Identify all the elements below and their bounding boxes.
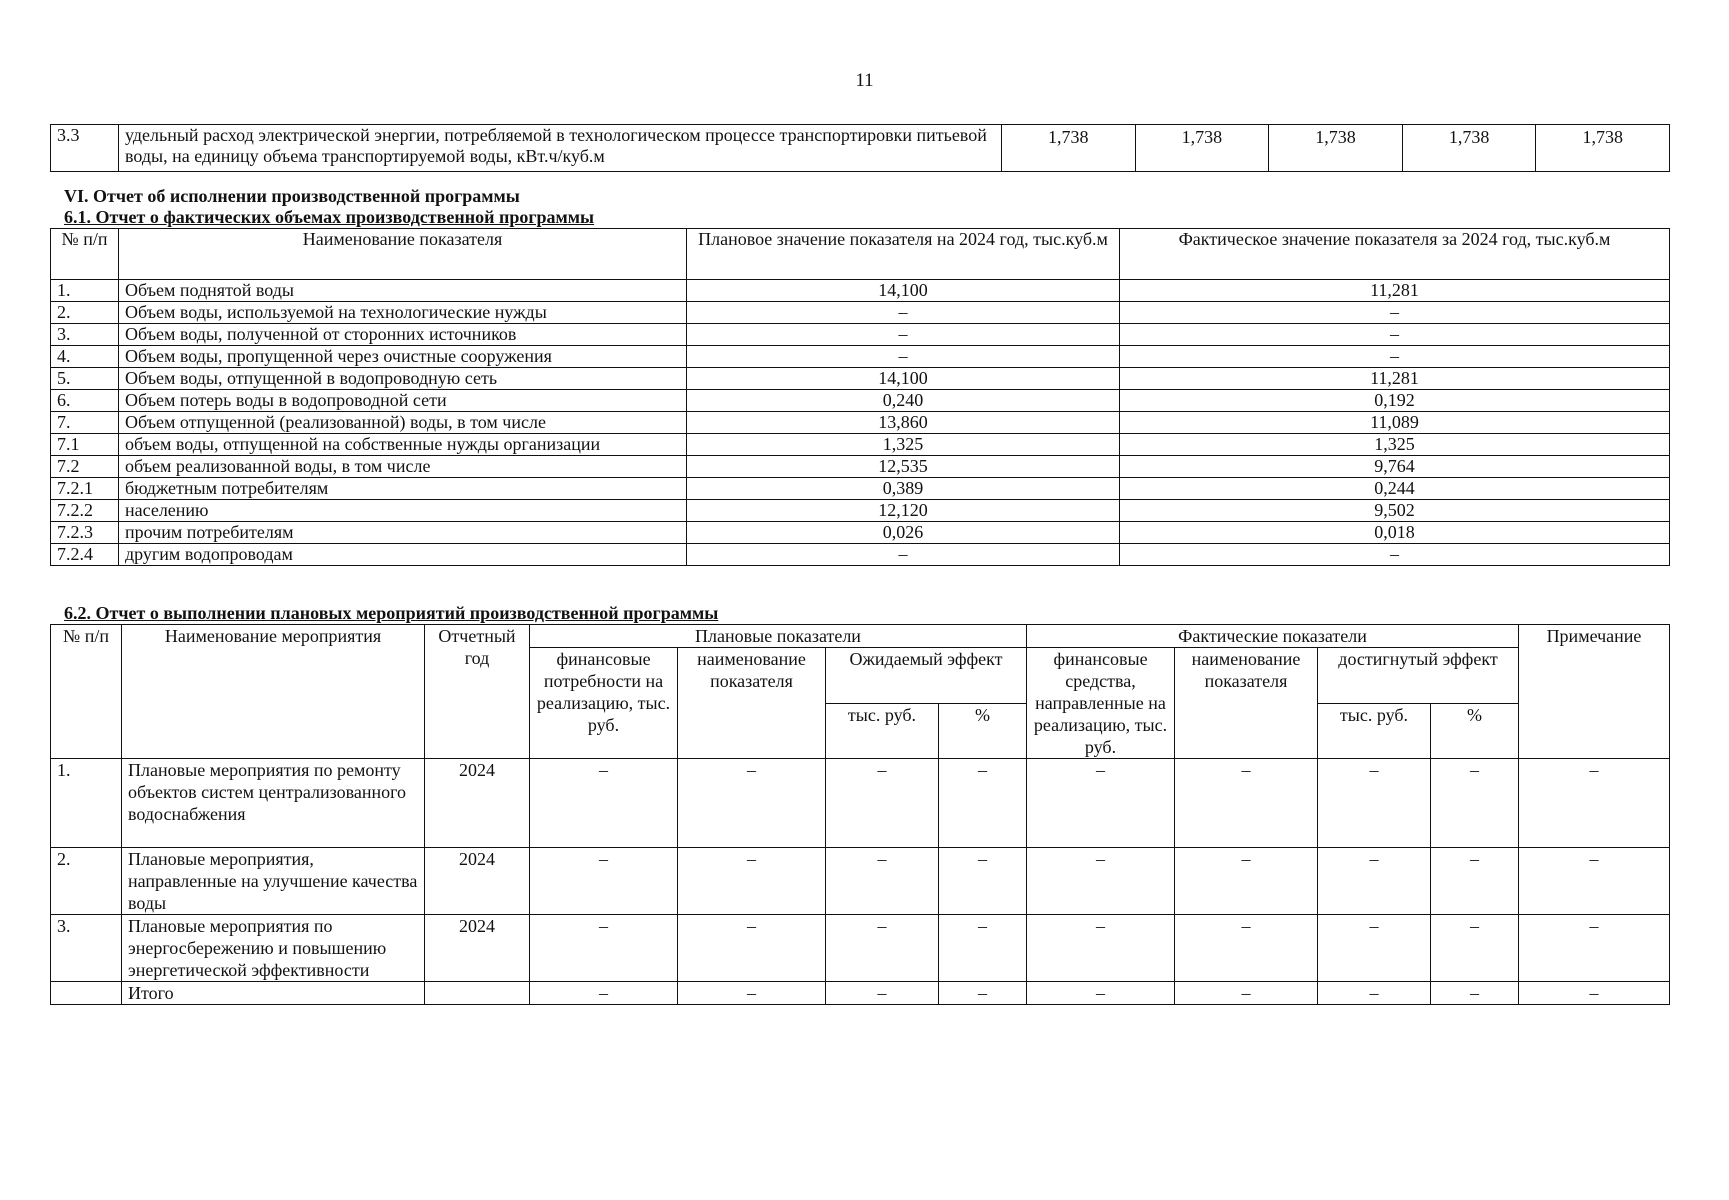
value-cell: – [1175, 759, 1318, 848]
measure-name: Плановые мероприятия, направленные на улучшение качества воды [122, 848, 425, 915]
header-num: № п/п [51, 625, 122, 759]
header-plan-fin: финансовые потребности на реализацию, тыс. руб. [530, 648, 678, 759]
energy-consumption-row-table [50, 124, 1670, 172]
value-cell: – [530, 915, 678, 982]
header-name: Наименование показателя [119, 229, 687, 280]
header-fact-rub: тыс. руб. [1318, 703, 1431, 759]
indicator-name: Объем отпущенной (реализованной) воды, в том числе [119, 412, 687, 434]
table-row [51, 915, 1670, 982]
header-note: Примечание [1519, 625, 1670, 759]
value-cell: – [530, 848, 678, 915]
plan-value: – [687, 302, 1120, 324]
row-number: 3.3 [51, 125, 119, 172]
indicator-name: Объем воды, используемой на технологические нужды [119, 302, 687, 324]
header-fact-group: Фактические показатели [1027, 625, 1519, 648]
table-row [51, 324, 1670, 346]
fact-value: 0,192 [1120, 390, 1670, 412]
plan-value: – [687, 544, 1120, 566]
plan-value: 14,100 [687, 368, 1120, 390]
table-row [51, 759, 1670, 848]
value-cell: – [1431, 915, 1519, 982]
row-number: 7.2.2 [51, 500, 119, 522]
row-number: 2. [51, 302, 119, 324]
header-fact-pct: % [1431, 703, 1519, 759]
plan-value: 14,100 [687, 280, 1120, 302]
value-cell: – [1431, 759, 1519, 848]
fact-value: 11,089 [1120, 412, 1670, 434]
value-cell: – [530, 982, 678, 1005]
header-plan-group: Плановые показатели [530, 625, 1027, 648]
value-cell: – [939, 759, 1027, 848]
value-cell: – [1027, 915, 1175, 982]
row-number: 7.2 [51, 456, 119, 478]
value-cell: – [826, 848, 939, 915]
indicator-name: объем воды, отпущенной на собственные нужды организации [119, 434, 687, 456]
row-number: 4. [51, 346, 119, 368]
value-cell: – [530, 759, 678, 848]
value-cell: – [1519, 759, 1670, 848]
table-row [51, 412, 1670, 434]
indicator-name: объем реализованной воды, в том числе [119, 456, 687, 478]
table-body [51, 280, 1670, 566]
fact-value: – [1120, 324, 1670, 346]
value-cell: – [1175, 848, 1318, 915]
plan-value: 0,026 [687, 522, 1120, 544]
row-number: 1. [51, 280, 119, 302]
value-cell: – [1431, 982, 1519, 1005]
row-number [51, 982, 122, 1005]
report-year: 2024 [425, 915, 530, 982]
row-number: 6. [51, 390, 119, 412]
plan-value: 12,120 [687, 500, 1120, 522]
value-cell: – [826, 982, 939, 1005]
section-6-1-title: 6.1. Отчет о фактических объемах производственной программы [64, 207, 595, 227]
value-cell: – [678, 759, 826, 848]
indicator-name: Объем воды, пропущенной через очистные сооружения [119, 346, 687, 368]
production-volumes-table [50, 228, 1670, 566]
value-cell: – [1318, 982, 1431, 1005]
planned-measures-table [50, 624, 1670, 1005]
section-vi-title: VI. Отчет об исполнении производственной программы [64, 186, 520, 206]
fact-value: 0,244 [1120, 478, 1670, 500]
table-row [51, 848, 1670, 915]
fact-value: – [1120, 346, 1670, 368]
plan-value: 12,535 [687, 456, 1120, 478]
table-row [51, 125, 1670, 172]
table-row [51, 346, 1670, 368]
measure-name: Итого [122, 982, 425, 1005]
section-6-2-title: 6.2. Отчет о выполнении плановых мероприятий производственной программы [64, 603, 719, 623]
measure-name: Плановые мероприятия по ремонту объектов систем централизованного водоснабжения [122, 759, 425, 848]
value-cell: – [678, 915, 826, 982]
value-cell: – [1519, 982, 1670, 1005]
fact-value: 9,502 [1120, 500, 1670, 522]
table-header-row [51, 229, 1670, 280]
plan-value: – [687, 324, 1120, 346]
row-number: 1. [51, 759, 122, 848]
table-row [51, 368, 1670, 390]
table-row [51, 434, 1670, 456]
row-number: 7.2.3 [51, 522, 119, 544]
indicator-name: прочим потребителям [119, 522, 687, 544]
value-cell: – [1519, 915, 1670, 982]
plan-value: 13,860 [687, 412, 1120, 434]
plan-value: 0,389 [687, 478, 1120, 500]
header-plan-pct: % [939, 703, 1027, 759]
value-cell: 1,738 [1269, 125, 1403, 172]
header-plan-rub: тыс. руб. [826, 703, 939, 759]
table-row [51, 456, 1670, 478]
table-row [51, 478, 1670, 500]
value-cell: – [939, 848, 1027, 915]
table-row [51, 280, 1670, 302]
row-number: 3. [51, 324, 119, 346]
row-number: 7.1 [51, 434, 119, 456]
table-row [51, 522, 1670, 544]
value-cell: – [939, 982, 1027, 1005]
table-row [51, 500, 1670, 522]
value-cell: 1,738 [1135, 125, 1269, 172]
row-number: 7.2.4 [51, 544, 119, 566]
fact-value: 1,325 [1120, 434, 1670, 456]
table-body [51, 759, 1670, 1005]
header-fact-indicator: наименование показателя [1175, 648, 1318, 759]
row-number: 7.2.1 [51, 478, 119, 500]
fact-value: 11,281 [1120, 368, 1670, 390]
header-fact-effect: достигнутый эффект [1318, 648, 1519, 704]
fact-value: – [1120, 302, 1670, 324]
value-cell: – [1318, 848, 1431, 915]
value-cell: – [826, 759, 939, 848]
report-year: 2024 [425, 848, 530, 915]
report-year [425, 982, 530, 1005]
page-number: 11 [855, 70, 874, 91]
value-cell: – [939, 915, 1027, 982]
indicator-name: Объем воды, полученной от сторонних источников [119, 324, 687, 346]
row-number: 5. [51, 368, 119, 390]
value-cell: – [678, 982, 826, 1005]
header-year: Отчетный год [425, 625, 530, 759]
indicator-name: Объем потерь воды в водопроводной сети [119, 390, 687, 412]
plan-value: – [687, 346, 1120, 368]
fact-value: – [1120, 544, 1670, 566]
indicator-name: другим водопроводам [119, 544, 687, 566]
header-fact: Фактическое значение показателя за 2024 год, тыс.куб.м [1120, 229, 1670, 280]
indicator-name: Объем поднятой воды [119, 280, 687, 302]
table-row [51, 390, 1670, 412]
fact-value: 11,281 [1120, 280, 1670, 302]
report-year: 2024 [425, 759, 530, 848]
header-plan: Плановое значение показателя на 2024 год, тыс.куб.м [687, 229, 1120, 280]
header-num: № п/п [51, 229, 119, 280]
value-cell: – [1027, 848, 1175, 915]
indicator-name: Объем воды, отпущенной в водопроводную сеть [119, 368, 687, 390]
header-plan-indicator: наименование показателя [678, 648, 826, 759]
indicator-name: бюджетным потребителям [119, 478, 687, 500]
value-cell: – [826, 915, 939, 982]
row-number: 2. [51, 848, 122, 915]
value-cell: – [1027, 759, 1175, 848]
value-cell: – [1027, 982, 1175, 1005]
row-number: 7. [51, 412, 119, 434]
measure-name: Плановые мероприятия по энергосбережению и повышению энергетической эффективности [122, 915, 425, 982]
value-cell: 1,738 [1536, 125, 1670, 172]
table-row [51, 544, 1670, 566]
row-label: удельный расход электрической энергии, потребляемой в технологическом процессе транспортировки питьевой воды, на единицу объема транспортируемой воды, кВт.ч/куб.м [119, 125, 1002, 172]
header-name: Наименование мероприятия [122, 625, 425, 759]
value-cell: – [1431, 848, 1519, 915]
value-cell: 1,738 [1002, 125, 1136, 172]
value-cell: 1,738 [1402, 125, 1536, 172]
fact-value: 0,018 [1120, 522, 1670, 544]
value-cell: – [1175, 915, 1318, 982]
value-cell: – [1318, 915, 1431, 982]
row-number: 3. [51, 915, 122, 982]
header-plan-effect: Ожидаемый эффект [826, 648, 1027, 704]
table-row [51, 302, 1670, 324]
table-row [51, 982, 1670, 1005]
indicator-name: населению [119, 500, 687, 522]
value-cell: – [678, 848, 826, 915]
plan-value: 1,325 [687, 434, 1120, 456]
plan-value: 0,240 [687, 390, 1120, 412]
table-header-row [51, 625, 1670, 648]
header-fact-fin: финансовые средства, направленные на реализацию, тыс. руб. [1027, 648, 1175, 759]
value-cell: – [1318, 759, 1431, 848]
value-cell: – [1519, 848, 1670, 915]
fact-value: 9,764 [1120, 456, 1670, 478]
value-cell: – [1175, 982, 1318, 1005]
